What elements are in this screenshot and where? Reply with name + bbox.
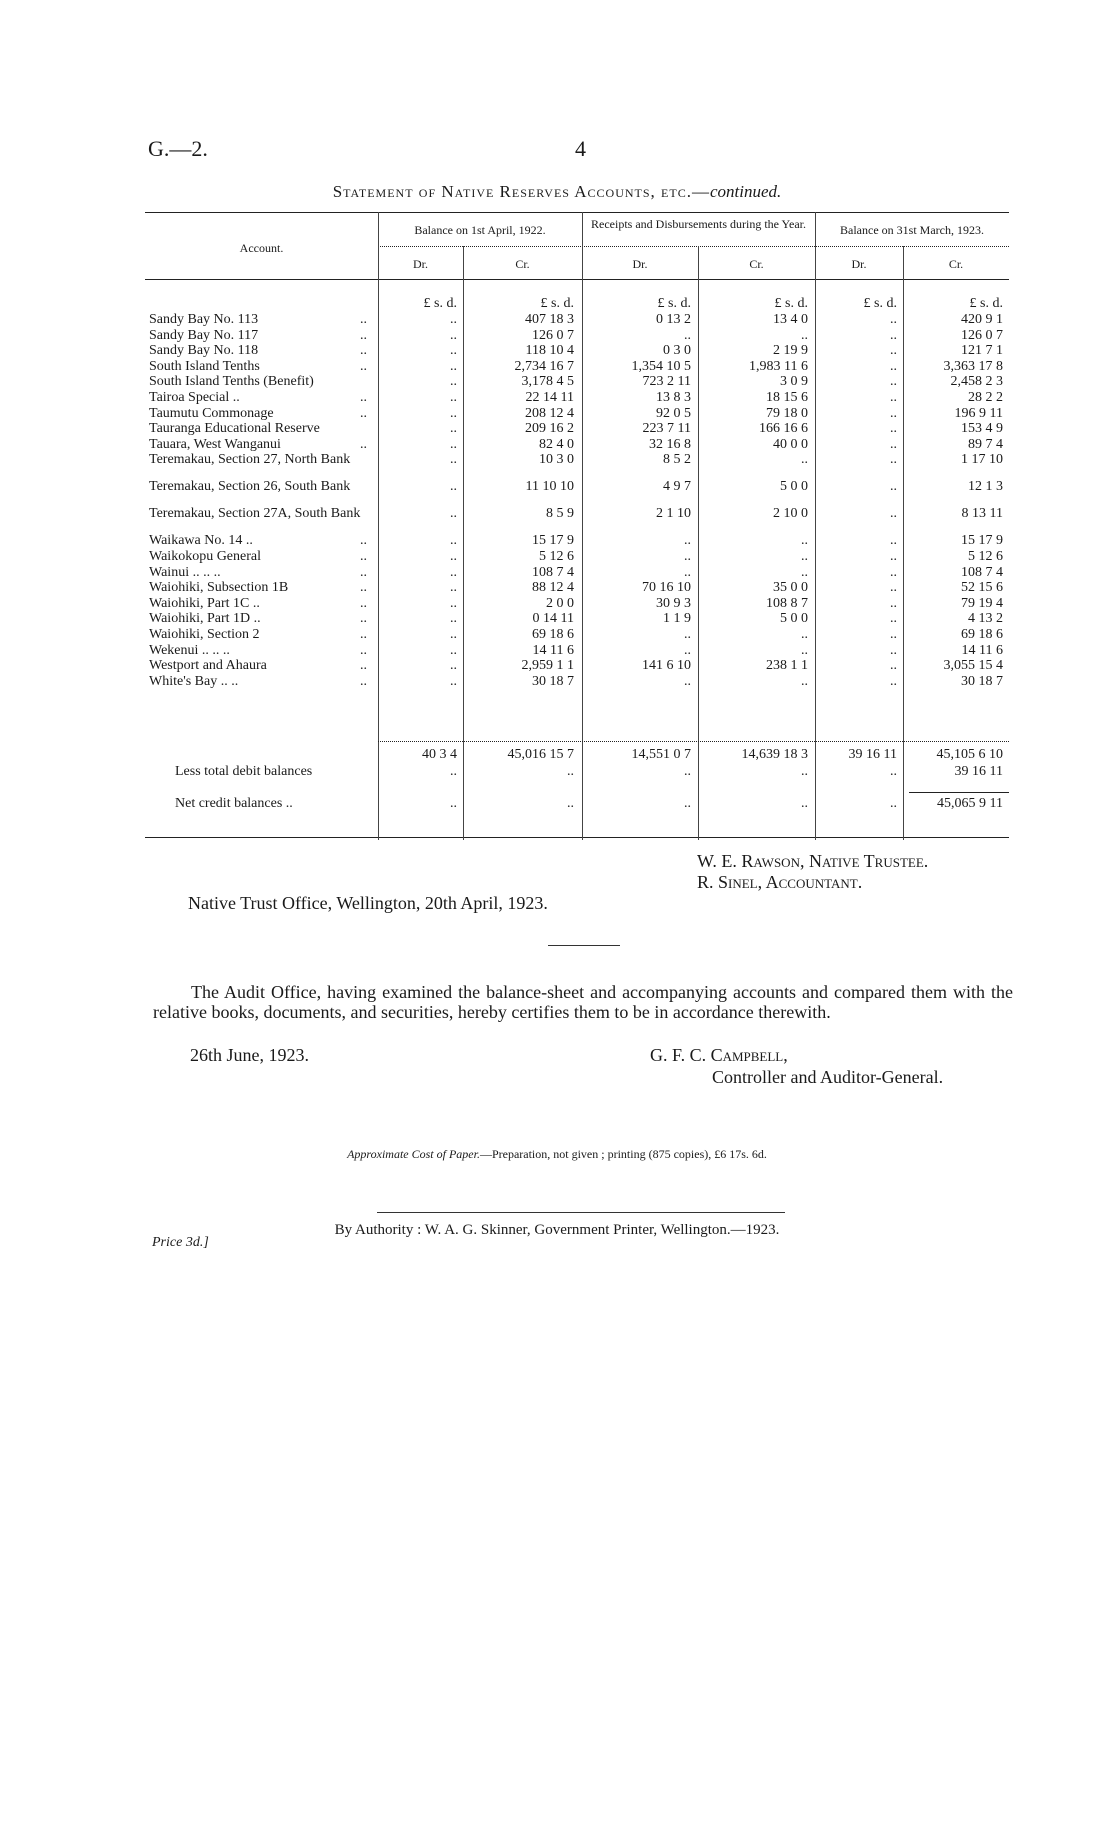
amount-cell: .. xyxy=(450,673,457,689)
amount-cell: .. xyxy=(450,436,457,452)
account-name: Waikawa No. 14 .. xyxy=(149,533,253,549)
col-divider xyxy=(903,246,904,840)
account-heading: Account. xyxy=(239,241,284,255)
total-cell: 40 3 4 xyxy=(422,747,457,762)
page-reference: G.—2. xyxy=(148,136,208,161)
group-heading-closing: Balance on 31st March, 1923. xyxy=(840,223,984,237)
amount-cell: .. xyxy=(684,327,691,343)
less-debit-cell: .. xyxy=(801,764,808,779)
account-name: South Island Tenths (Benefit) xyxy=(149,374,314,390)
page-title xyxy=(0,182,1114,202)
amount-cell: 5 0 0 xyxy=(780,611,808,627)
amount-cell: 12 1 3 xyxy=(968,479,1003,495)
amount-cell: .. xyxy=(684,549,691,564)
amount-cell: .. xyxy=(890,533,897,549)
amount-cell: .. xyxy=(450,479,457,495)
amount-cell: .. xyxy=(890,580,897,596)
leader-dots: .. xyxy=(360,658,367,674)
sub-heading-dr: Dr. xyxy=(413,257,428,271)
amount-cell: 0 13 2 xyxy=(656,312,691,327)
amount-cell: .. xyxy=(890,564,897,580)
leader-dots: .. xyxy=(360,580,367,596)
leader-dots: .. xyxy=(360,533,367,549)
amount-cell: 40 0 0 xyxy=(773,436,808,452)
total-cell: 45,016 15 7 xyxy=(507,747,574,762)
total-cell: 39 16 11 xyxy=(848,747,897,762)
amount-cell: .. xyxy=(450,658,457,674)
amount-cell: 407 18 3 xyxy=(525,312,574,327)
account-name: Teremakau, Section 27A, South Bank xyxy=(149,506,361,522)
leader-dots: .. xyxy=(360,642,367,658)
amount-cell: .. xyxy=(890,436,897,452)
amount-cell: .. xyxy=(801,642,808,658)
amount-cell: .. xyxy=(801,452,808,468)
amount-cell: 223 7 11 xyxy=(642,421,691,437)
amount-cell: .. xyxy=(450,627,457,642)
auditor-title: Controller and Auditor-General. xyxy=(712,1067,944,1087)
unit-label: £ s. d. xyxy=(540,296,574,311)
account-name: Tauranga Educational Reserve xyxy=(149,421,320,437)
net-credit-cell: .. xyxy=(567,796,574,811)
leader-dots: .. xyxy=(360,405,367,421)
account-name: Sandy Bay No. 118 xyxy=(149,343,259,359)
amount-cell: 3 0 9 xyxy=(780,374,808,390)
section-separator xyxy=(548,945,620,946)
less-debit-label: Less total debit balances xyxy=(175,764,313,779)
amount-cell: 209 16 2 xyxy=(525,421,574,437)
amount-cell: 89 7 4 xyxy=(968,436,1003,452)
title-main: Statement of Native Reserves Accounts, etc.— xyxy=(332,182,710,201)
account-name: South Island Tenths xyxy=(149,358,260,374)
account-name: Wekenui .. .. .. xyxy=(149,642,230,658)
amount-cell: 121 7 1 xyxy=(961,343,1003,359)
amount-cell: 2 10 0 xyxy=(773,506,808,522)
amount-cell: 10 3 0 xyxy=(539,452,574,468)
amount-cell: 30 18 7 xyxy=(961,673,1003,689)
amount-cell: 153 4 9 xyxy=(961,421,1003,437)
amount-cell: .. xyxy=(890,673,897,689)
amount-cell: 92 0 5 xyxy=(656,405,691,421)
amount-cell: .. xyxy=(801,627,808,642)
amount-cell: .. xyxy=(890,611,897,627)
footer-rule xyxy=(377,1212,785,1213)
sub-heading-dr: Dr. xyxy=(851,257,867,271)
account-name: Teremakau, Section 26, South Bank xyxy=(149,479,351,495)
amount-cell: .. xyxy=(684,673,691,689)
net-credit-cell: .. xyxy=(801,796,808,811)
amount-cell: .. xyxy=(450,343,457,359)
account-name: Taumutu Commonage xyxy=(149,405,274,421)
account-name: Waiohiki, Section 2 xyxy=(149,627,260,642)
amount-cell: .. xyxy=(890,642,897,658)
amount-cell: .. xyxy=(890,358,897,374)
amount-cell: 108 7 4 xyxy=(961,564,1003,580)
account-name: Waikokopu General xyxy=(149,549,261,564)
sub-heading-cr: Cr. xyxy=(948,257,964,271)
amount-cell: 126 0 7 xyxy=(532,327,574,343)
leader-dots: .. xyxy=(360,627,367,642)
amount-cell: .. xyxy=(684,564,691,580)
amount-cell: 79 18 0 xyxy=(766,405,808,421)
amount-cell: 30 9 3 xyxy=(656,595,691,611)
unit-label: £ s. d. xyxy=(969,296,1003,311)
unit-label: £ s. d. xyxy=(657,296,691,311)
amount-cell: .. xyxy=(450,312,457,327)
accounts-table xyxy=(145,212,1009,840)
amount-cell: .. xyxy=(450,580,457,596)
amount-cell: 5 12 6 xyxy=(968,549,1003,564)
amount-cell: .. xyxy=(890,506,897,522)
audit-certificate: The Audit Office, having examined the balance-sheet and accompanying accounts and compared them with the relative books, documents, and securities, hereby certifies them to be in accordance therewith. xyxy=(153,982,1013,1022)
leader-dots: .. xyxy=(360,343,367,359)
amount-cell: 4 9 7 xyxy=(663,479,691,495)
amount-cell: .. xyxy=(450,533,457,549)
amount-cell: .. xyxy=(450,549,457,564)
amount-cell: .. xyxy=(450,595,457,611)
account-name: Tauara, West Wanganui xyxy=(149,436,281,452)
total-cell: 45,105 6 10 xyxy=(936,747,1003,762)
col-divider xyxy=(463,246,464,840)
amount-cell: .. xyxy=(890,595,897,611)
signature-accountant-text: R. Sinel, Accountant. xyxy=(697,872,863,892)
amount-cell: 3,363 17 8 xyxy=(943,358,1003,374)
col-divider xyxy=(582,212,583,840)
group-heading-receipts: Receipts and Disbursements during the Year. xyxy=(591,217,806,231)
auditor-name xyxy=(650,1045,788,1066)
amount-cell: .. xyxy=(890,405,897,421)
amount-cell: 1,983 11 6 xyxy=(749,358,808,374)
auditor-name-text: G. F. C. Campbell, xyxy=(650,1045,788,1065)
amount-cell: 0 14 11 xyxy=(532,611,574,627)
amount-cell: 2 0 0 xyxy=(546,595,574,611)
amount-cell: 108 7 4 xyxy=(532,564,574,580)
title-continued: continued. xyxy=(709,182,782,201)
amount-cell: 5 12 6 xyxy=(539,549,574,564)
amount-cell: .. xyxy=(890,549,897,564)
printer-authority: By Authority : W. A. G. Skinner, Government Printer, Wellington.—1923. xyxy=(334,1222,780,1238)
amount-cell: 15 17 9 xyxy=(961,533,1003,549)
account-name: Waiohiki, Part 1D .. xyxy=(149,611,261,627)
sub-heading-cr: Cr. xyxy=(749,257,764,271)
amount-cell: 196 9 11 xyxy=(954,405,1003,421)
office-dateline: Native Trust Office, Wellington, 20th April, 1923. xyxy=(188,893,548,913)
amount-cell: 0 3 0 xyxy=(663,343,691,359)
cost-of-paper xyxy=(0,1147,1114,1162)
amount-cell: .. xyxy=(890,390,897,405)
header-mid-rule xyxy=(378,246,1009,247)
amount-cell: .. xyxy=(450,405,457,421)
sub-heading-cr: Cr. xyxy=(515,257,530,271)
cost-label: Approximate Cost of Paper. xyxy=(347,1147,480,1161)
account-name: Teremakau, Section 27, North Bank xyxy=(149,452,351,468)
amount-cell: 79 19 4 xyxy=(961,595,1003,611)
amount-cell: .. xyxy=(890,452,897,468)
amount-cell: 1 17 10 xyxy=(961,452,1003,468)
amount-cell: 2,458 2 3 xyxy=(950,374,1003,390)
amount-cell: 3,178 4 5 xyxy=(521,374,574,390)
amount-cell: .. xyxy=(450,564,457,580)
total-cell: 14,639 18 3 xyxy=(741,747,808,762)
amount-cell: 11 10 10 xyxy=(525,479,574,495)
sub-heading-dr: Dr. xyxy=(632,257,648,271)
amount-cell: 5 0 0 xyxy=(780,479,808,495)
audit-date: 26th June, 1923. xyxy=(190,1045,309,1065)
amount-cell: 238 1 1 xyxy=(766,658,808,674)
amount-cell: 35 0 0 xyxy=(773,580,808,596)
less-debit-cell: .. xyxy=(450,764,457,779)
amount-cell: 14 11 6 xyxy=(532,642,574,658)
amount-cell: .. xyxy=(450,390,457,405)
signature-trustee xyxy=(697,851,928,872)
amount-cell: .. xyxy=(801,564,808,580)
less-debit-cell: .. xyxy=(684,764,691,779)
amount-cell: 2,959 1 1 xyxy=(521,658,574,674)
col-divider xyxy=(815,212,816,840)
account-name: Westport and Ahaura xyxy=(149,658,267,674)
amount-cell: .. xyxy=(801,327,808,343)
net-credit-label: Net credit balances .. xyxy=(175,796,293,811)
leader-dots: .. xyxy=(360,595,367,611)
amount-cell: .. xyxy=(450,327,457,343)
leader-dots: .. xyxy=(360,390,367,405)
amount-cell: 82 4 0 xyxy=(539,436,574,452)
amount-cell: 141 6 10 xyxy=(642,658,691,674)
amount-cell: 8 13 11 xyxy=(961,506,1003,522)
amount-cell: 88 12 4 xyxy=(532,580,574,596)
amount-cell: 166 16 6 xyxy=(759,421,808,437)
account-name: Tairoa Special .. xyxy=(149,390,240,405)
less-debit-cell: 39 16 11 xyxy=(954,764,1003,779)
leader-dots: .. xyxy=(360,327,367,343)
account-name: Sandy Bay No. 117 xyxy=(149,327,259,343)
leader-dots: .. xyxy=(360,312,367,327)
amount-cell: .. xyxy=(450,611,457,627)
net-credit-cell: .. xyxy=(890,796,897,811)
amount-cell: 126 0 7 xyxy=(961,327,1003,343)
account-name: White's Bay .. .. xyxy=(149,673,239,689)
amount-cell: 2,734 16 7 xyxy=(514,358,574,374)
total-cell: 14,551 0 7 xyxy=(631,747,691,762)
amount-cell: 18 15 6 xyxy=(766,390,808,405)
leader-dots: .. xyxy=(360,358,367,374)
leader-dots: .. xyxy=(360,611,367,627)
amount-cell: 3,055 15 4 xyxy=(943,658,1003,674)
leader-dots: .. xyxy=(360,564,367,580)
amount-cell: .. xyxy=(890,627,897,642)
amount-cell: 13 4 0 xyxy=(773,312,808,327)
amount-cell: .. xyxy=(890,658,897,674)
header-bottom-rule xyxy=(145,279,1009,280)
amount-cell: .. xyxy=(684,533,691,549)
amount-cell: 4 13 2 xyxy=(968,611,1003,627)
col-divider xyxy=(378,212,379,840)
amount-cell: 1 1 9 xyxy=(663,611,691,627)
group-heading-opening: Balance on 1st April, 1922. xyxy=(414,223,546,237)
amount-cell: 28 2 2 xyxy=(968,390,1003,405)
amount-cell: .. xyxy=(684,627,691,642)
net-credit-top-rule xyxy=(909,792,1009,793)
amount-cell: 1,354 10 5 xyxy=(631,358,691,374)
price-note: Price 3d.] xyxy=(152,1235,209,1250)
amount-cell: 723 2 11 xyxy=(642,374,691,390)
amount-cell: .. xyxy=(801,549,808,564)
amount-cell: 70 16 10 xyxy=(642,580,691,596)
amount-cell: .. xyxy=(890,421,897,437)
net-credit-cell: .. xyxy=(450,796,457,811)
amount-cell: 69 18 6 xyxy=(961,627,1003,642)
table-bottom-rule xyxy=(145,837,1009,838)
amount-cell: .. xyxy=(684,642,691,658)
amount-cell: .. xyxy=(450,642,457,658)
amount-cell: .. xyxy=(801,673,808,689)
less-debit-cell: .. xyxy=(567,764,574,779)
amount-cell: .. xyxy=(450,421,457,437)
amount-cell: 118 10 4 xyxy=(525,343,574,359)
amount-cell: .. xyxy=(801,533,808,549)
unit-label: £ s. d. xyxy=(423,296,457,311)
amount-cell: 8 5 2 xyxy=(663,452,691,468)
amount-cell: 14 11 6 xyxy=(961,642,1003,658)
col-divider xyxy=(698,246,699,840)
totals-rule xyxy=(378,741,1009,742)
amount-cell: 2 1 10 xyxy=(656,506,691,522)
amount-cell: 13 8 3 xyxy=(656,390,691,405)
amount-cell: 32 16 8 xyxy=(649,436,691,452)
unit-label: £ s. d. xyxy=(774,296,808,311)
signature-accountant xyxy=(697,872,862,893)
amount-cell: 420 9 1 xyxy=(961,312,1003,327)
account-name: Waiohiki, Part 1C .. xyxy=(149,595,260,611)
leader-dots: .. xyxy=(360,549,367,564)
amount-cell: .. xyxy=(890,312,897,327)
amount-cell: 52 15 6 xyxy=(961,580,1003,596)
amount-cell: 15 17 9 xyxy=(532,533,574,549)
amount-cell: .. xyxy=(890,374,897,390)
account-name: Wainui .. .. .. xyxy=(149,564,221,580)
amount-cell: 108 8 7 xyxy=(766,595,808,611)
amount-cell: .. xyxy=(450,452,457,468)
net-credit-cell: .. xyxy=(684,796,691,811)
amount-cell: .. xyxy=(450,358,457,374)
less-debit-cell: .. xyxy=(890,764,897,779)
cost-text: —Preparation, not given ; printing (875 copies), £6 17s. 6d. xyxy=(479,1147,767,1161)
amount-cell: 69 18 6 xyxy=(532,627,574,642)
unit-label: £ s. d. xyxy=(863,296,897,311)
leader-dots: .. xyxy=(360,436,367,452)
signature-trustee-text: W. E. Rawson, Native Trustee. xyxy=(697,851,929,871)
amount-cell: .. xyxy=(890,343,897,359)
net-credit-cell: 45,065 9 11 xyxy=(937,796,1003,811)
table-top-rule xyxy=(145,212,1009,213)
account-name: Sandy Bay No. 113 xyxy=(149,312,259,327)
account-name: Waiohiki, Subsection 1B xyxy=(149,580,289,596)
amount-cell: 208 12 4 xyxy=(525,405,574,421)
leader-dots: .. xyxy=(360,673,367,689)
amount-cell: .. xyxy=(450,506,457,522)
page-number: 4 xyxy=(575,136,586,161)
amount-cell: .. xyxy=(890,327,897,343)
amount-cell: 30 18 7 xyxy=(532,673,574,689)
amount-cell: .. xyxy=(890,479,897,495)
amount-cell: .. xyxy=(450,374,457,390)
amount-cell: 8 5 9 xyxy=(546,506,574,522)
amount-cell: 22 14 11 xyxy=(525,390,574,405)
amount-cell: 2 19 9 xyxy=(773,343,808,359)
